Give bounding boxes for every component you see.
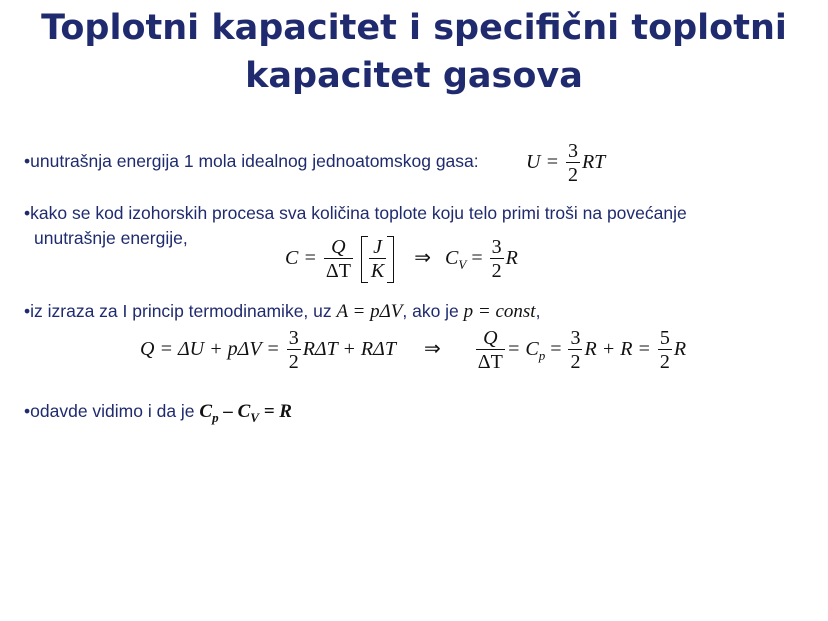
bullet-first-law: •iz izraza za I princip termodinamike, uz A = pΔV, ako je p = const, bbox=[24, 301, 541, 322]
bullet-text: unutrašnja energija 1 mola idealnog jednoatomskog gasa: bbox=[30, 151, 479, 171]
slide-title bbox=[0, 4, 828, 100]
fraction-q-over-dt: $\frac{Q}{\Delta T}$ bbox=[325, 236, 351, 282]
implies-arrow: ⇒ bbox=[414, 247, 432, 270]
math-work: A = pΔV bbox=[336, 301, 403, 322]
title-line-2: kapacitet gasova bbox=[245, 56, 583, 96]
unit-bracket: $\frac{J}{K}$ bbox=[361, 236, 394, 283]
bullet-text-line-2: unutrašnje energije, bbox=[34, 228, 188, 248]
bullet-isochoric bbox=[24, 203, 687, 224]
bullet-dot: • bbox=[24, 151, 31, 171]
eq-rhs: RT bbox=[581, 151, 606, 174]
title-line-1: Toplotni kapacitet i specifični toplotni bbox=[41, 8, 787, 48]
bullet-dot: • bbox=[24, 203, 31, 223]
bullet-dot: • bbox=[24, 301, 31, 321]
bullet-text-line-1: kako se kod izohorskih procesa sva količina toplote koju telo primi troši na povećanje bbox=[30, 203, 687, 223]
bullet-isochoric-line-2 bbox=[34, 228, 188, 249]
bullet-internal-energy bbox=[24, 151, 479, 172]
math-mayer: $C_p - C_V = R$ bbox=[199, 401, 292, 425]
equation-first-law: Q = ΔU + pΔV = $\frac{3}{2}$ RΔT + RΔT ⇒ $\frac{Q}{\Delta T}$ = $C_p$ = $\frac{3}{2}$ R + R = $\frac{5}{2}$ R bbox=[140, 327, 687, 373]
math-const: p = const bbox=[463, 301, 536, 322]
equation-internal-energy bbox=[526, 140, 605, 187]
equation-heat-capacity: C = $\frac{Q}{\Delta T}$ $\frac{J}{K}$ ⇒ $C_V$ = $\frac{3}{2}$ R bbox=[285, 236, 518, 282]
bullet-dot: • bbox=[24, 401, 31, 421]
fraction-three-halves: $\frac{3}{2}$ bbox=[567, 140, 578, 186]
eq-lhs: U = bbox=[526, 151, 559, 174]
bullet-mayer-relation: •odavde vidimo i da je $C_p - C_V = R$ bbox=[24, 401, 292, 425]
implies-arrow: ⇒ bbox=[424, 338, 441, 361]
fraction-three-halves: $\frac{3}{2}$ bbox=[491, 236, 502, 282]
